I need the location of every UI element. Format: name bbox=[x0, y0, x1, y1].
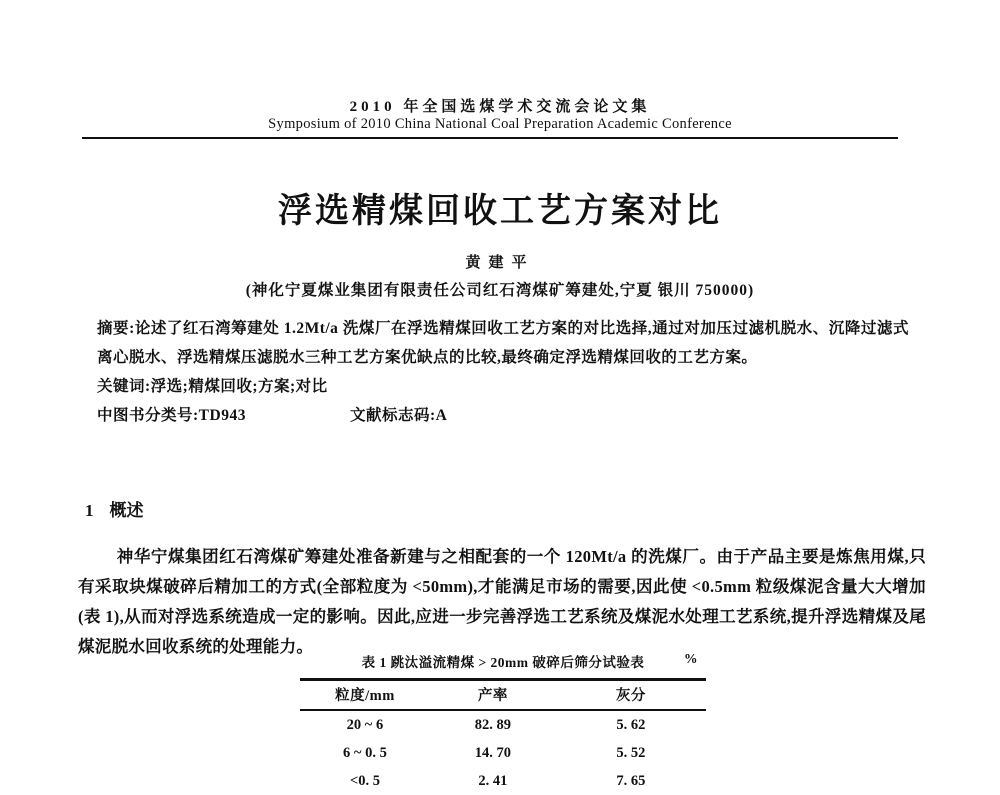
table1-caption-text: 表 1 跳汰溢流精煤 > 20mm 破碎后筛分试验表 bbox=[361, 655, 645, 670]
header-rule bbox=[82, 137, 898, 139]
proceedings-title-en: Symposium of 2010 China National Coal Preparation Academic Conference bbox=[268, 116, 732, 132]
doc-code-label: 文献标志码: bbox=[349, 407, 436, 424]
keywords-label: 关键词: bbox=[97, 378, 151, 395]
table1-cell: 5. 52 bbox=[616, 745, 646, 761]
abstract-text: 论述了红石湾筹建处 1.2Mt/a 洗煤厂在浮选精煤回收工艺方案的对比选择,通过对加压过滤机脱水、沉降过滤式离心脱水、浮选精煤压滤脱水三种工艺方案优缺点的比较,最终确定浮选精煤回收的工艺方案。 bbox=[97, 320, 909, 366]
table1-row bbox=[300, 710, 706, 739]
table1-header-cell: 灰分 bbox=[556, 680, 706, 711]
abstract-paragraph bbox=[97, 314, 909, 372]
proceedings-title-cn: 2010 年全国选煤学术交流会论文集 bbox=[349, 99, 651, 115]
doc-code-group bbox=[350, 407, 447, 424]
table1-cell: 2. 41 bbox=[478, 773, 508, 789]
table1-block bbox=[300, 651, 706, 795]
section-number: 1 bbox=[85, 501, 94, 520]
table1-cell: 82. 89 bbox=[474, 717, 511, 733]
author-affiliation: (神化宁夏煤业集团有限责任公司红石湾煤矿筹建处,宁夏 银川 750000) bbox=[245, 282, 755, 299]
table1-header-cell: 粒度/mm bbox=[300, 680, 430, 711]
clc-value: TD943 bbox=[198, 407, 246, 424]
clc-group bbox=[97, 407, 246, 424]
paper-title: 浮选精煤回收工艺方案对比 bbox=[278, 193, 722, 230]
abstract-label: 摘要: bbox=[97, 320, 135, 337]
table1-header-cell: 产率 bbox=[430, 680, 556, 711]
table1-row bbox=[300, 767, 706, 795]
table1-cell: 5. 62 bbox=[616, 717, 646, 733]
clc-label: 中图书分类号: bbox=[97, 407, 199, 424]
table1-header-row bbox=[300, 680, 706, 711]
keywords-text: 浮选;精煤回收;方案;对比 bbox=[150, 378, 328, 395]
section-heading bbox=[85, 496, 144, 521]
table1-cell: 14. 70 bbox=[474, 745, 511, 761]
body-paragraph: 神华宁煤集团红石湾煤矿筹建处准备新建与之相配套的一个 120Mt/a 的洗煤厂。由于产品主要是炼焦用煤,只有采取块煤破碎后精加工的方式(全部粒度为 <50mm),才能满足市场的需要,因此使 <0.5mm 粒级煤泥含量大大增加(表 1),从而对浮选系统造成一定的影响。因此,应进一步完善浮选工艺系统及煤泥水处理工艺系统,提升浮选精煤及尾煤泥脱水回收系统的处理能力。 bbox=[78, 547, 926, 656]
table1-cell: 6 ~ 0. 5 bbox=[343, 745, 387, 761]
abstract-block bbox=[97, 314, 909, 430]
classification-line bbox=[97, 401, 909, 430]
table1-cell: 20 ~ 6 bbox=[346, 717, 384, 733]
section-title: 概述 bbox=[109, 501, 144, 520]
author-name: 黄建平 bbox=[465, 255, 535, 271]
doc-code-value: A bbox=[435, 407, 448, 424]
table1 bbox=[300, 678, 706, 795]
table1-unit: % bbox=[684, 651, 698, 666]
table1-row bbox=[300, 739, 706, 767]
keywords-line bbox=[97, 372, 909, 401]
table1-caption bbox=[300, 651, 706, 671]
table1-cell: <0. 5 bbox=[349, 773, 380, 789]
table1-cell: 7. 65 bbox=[616, 773, 646, 789]
